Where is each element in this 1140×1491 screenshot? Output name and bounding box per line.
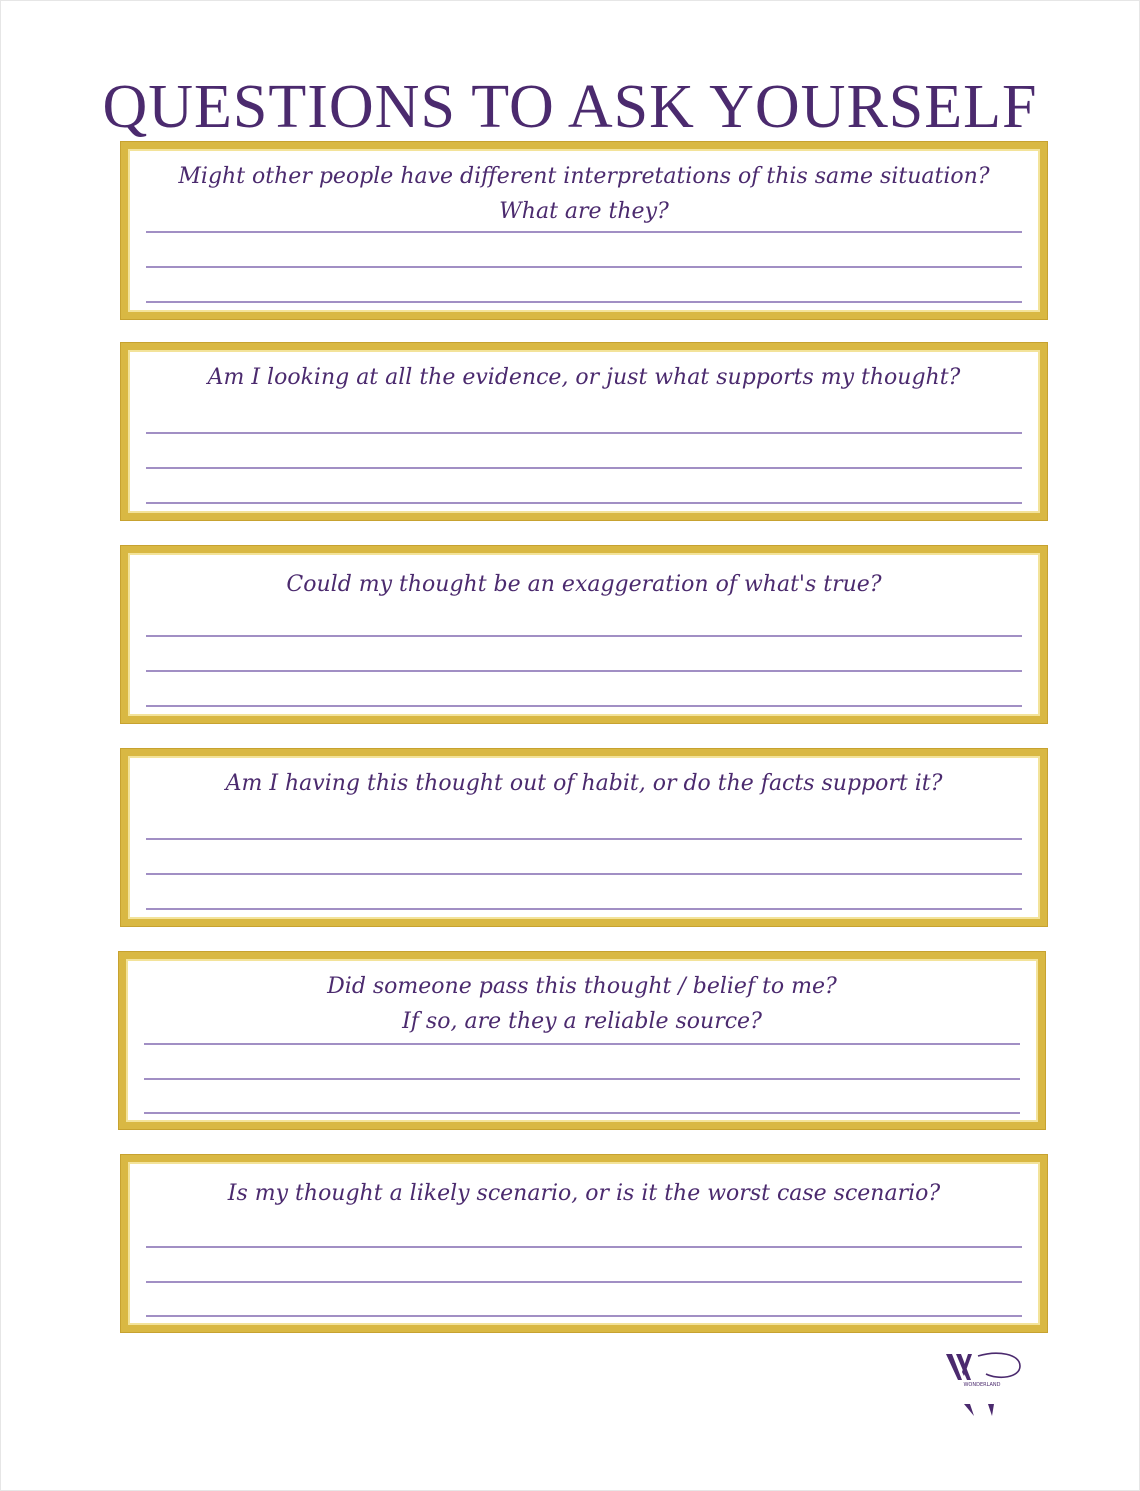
answer-line[interactable]	[146, 908, 1022, 910]
question-text-1	[128, 159, 1040, 229]
answer-line[interactable]	[146, 231, 1022, 233]
answer-line[interactable]	[146, 1281, 1022, 1283]
answer-line[interactable]	[146, 1246, 1022, 1248]
question-card-1	[121, 142, 1047, 319]
answer-line[interactable]	[146, 467, 1022, 469]
monogram-w-logo	[938, 1348, 1028, 1420]
question-card-2	[121, 343, 1047, 520]
page-title: QUESTIONS TO ASK YOURSELF	[102, 73, 1038, 141]
answer-line[interactable]	[146, 301, 1022, 303]
question-text-3	[128, 567, 1040, 602]
answer-line[interactable]	[146, 432, 1022, 434]
answer-line[interactable]	[146, 873, 1022, 875]
question-card-3	[121, 546, 1047, 723]
question-5-line-2: If so, are they a reliable source?	[402, 1009, 762, 1034]
answer-line[interactable]	[146, 705, 1022, 707]
question-1-line-2: What are they?	[499, 199, 669, 224]
question-card-6	[121, 1155, 1047, 1332]
answer-line[interactable]	[146, 502, 1022, 504]
answer-line[interactable]	[146, 838, 1022, 840]
question-text-5	[126, 969, 1038, 1039]
answer-line[interactable]	[144, 1043, 1020, 1045]
question-text-2	[128, 360, 1040, 395]
question-5-line-1: Did someone pass this thought / belief to me?	[327, 974, 837, 999]
question-6-line-1: Is my thought a likely scenario, or is it the worst case scenario?	[227, 1181, 941, 1206]
answer-line[interactable]	[146, 1315, 1022, 1317]
answer-line[interactable]	[146, 670, 1022, 672]
question-3-line-1: Could my thought be an exaggeration of what's true?	[286, 572, 882, 597]
question-1-line-1: Might other people have different interpretations of this same situation?	[178, 164, 990, 189]
question-2-line-1: Am I looking at all the evidence, or just what supports my thought?	[207, 365, 961, 390]
question-card-5	[119, 952, 1045, 1129]
answer-line[interactable]	[146, 266, 1022, 268]
answer-line[interactable]	[146, 635, 1022, 637]
answer-line[interactable]	[144, 1112, 1020, 1114]
question-text-6	[128, 1176, 1040, 1211]
question-4-line-1: Am I having this thought out of habit, or do the facts support it?	[225, 771, 943, 796]
logo-small-text: WONDERLAND	[963, 1382, 1001, 1388]
question-text-4	[128, 766, 1040, 801]
answer-line[interactable]	[144, 1078, 1020, 1080]
question-card-4	[121, 749, 1047, 926]
